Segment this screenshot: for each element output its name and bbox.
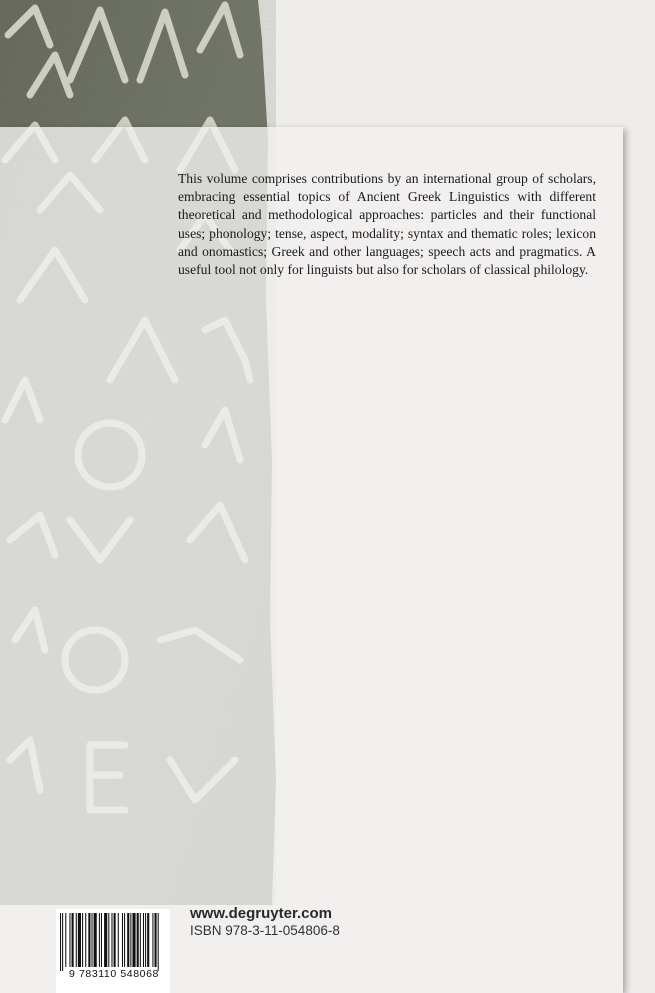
barcode-bar xyxy=(130,913,131,967)
barcode-bar xyxy=(132,913,135,967)
isbn-number: ISBN 978-3-11-054806-8 xyxy=(190,923,340,938)
barcode-bar xyxy=(72,913,74,967)
barcode-bar xyxy=(114,913,116,967)
isbn-barcode xyxy=(56,909,170,993)
barcode-bar xyxy=(111,913,112,967)
barcode-digits: 9 783110 548068 xyxy=(69,968,159,980)
barcode-bar xyxy=(85,913,86,967)
publisher-website: www.degruyter.com xyxy=(190,905,332,922)
barcode-bar xyxy=(94,913,97,967)
barcode-bar xyxy=(137,913,139,967)
barcode-bar xyxy=(152,913,153,967)
barcode-bar xyxy=(158,913,159,971)
barcode-bar xyxy=(69,913,70,967)
barcode-bar xyxy=(155,913,157,967)
barcode-bar xyxy=(92,913,93,967)
barcode-bars xyxy=(56,913,170,971)
barcode-bar xyxy=(82,913,83,967)
barcode-bar xyxy=(99,913,100,967)
barcode-bar xyxy=(88,913,90,967)
barcode-bar xyxy=(78,913,81,967)
barcode-bar xyxy=(101,913,102,967)
barcode-bar xyxy=(122,913,123,967)
barcode-bar xyxy=(147,913,149,967)
barcode-bar xyxy=(145,913,146,967)
barcode-bar xyxy=(143,913,144,967)
barcode-bar xyxy=(140,913,141,967)
barcode-bar xyxy=(62,913,63,971)
barcode-bar xyxy=(127,913,129,967)
barcode-bar xyxy=(65,913,66,967)
barcode-bar xyxy=(104,913,107,967)
barcode-bar xyxy=(76,913,77,967)
barcode-bar xyxy=(108,913,109,967)
description-text: This volume comprises contributions by an international group of scholars, embracing essential topics of Ancient Greek Linguistics with different theoretical and methodological approaches: particles and their functional uses; phonology; tense, aspect, modality; syntax and thematic roles; lexicon and onomastics; Greek and other languages; speech acts and pragmatics. A useful tool not only for linguists but also for scholars of classical philology. xyxy=(178,171,596,278)
barcode-bar xyxy=(60,913,61,971)
barcode-bar xyxy=(124,913,125,967)
barcode-bar xyxy=(118,913,119,967)
